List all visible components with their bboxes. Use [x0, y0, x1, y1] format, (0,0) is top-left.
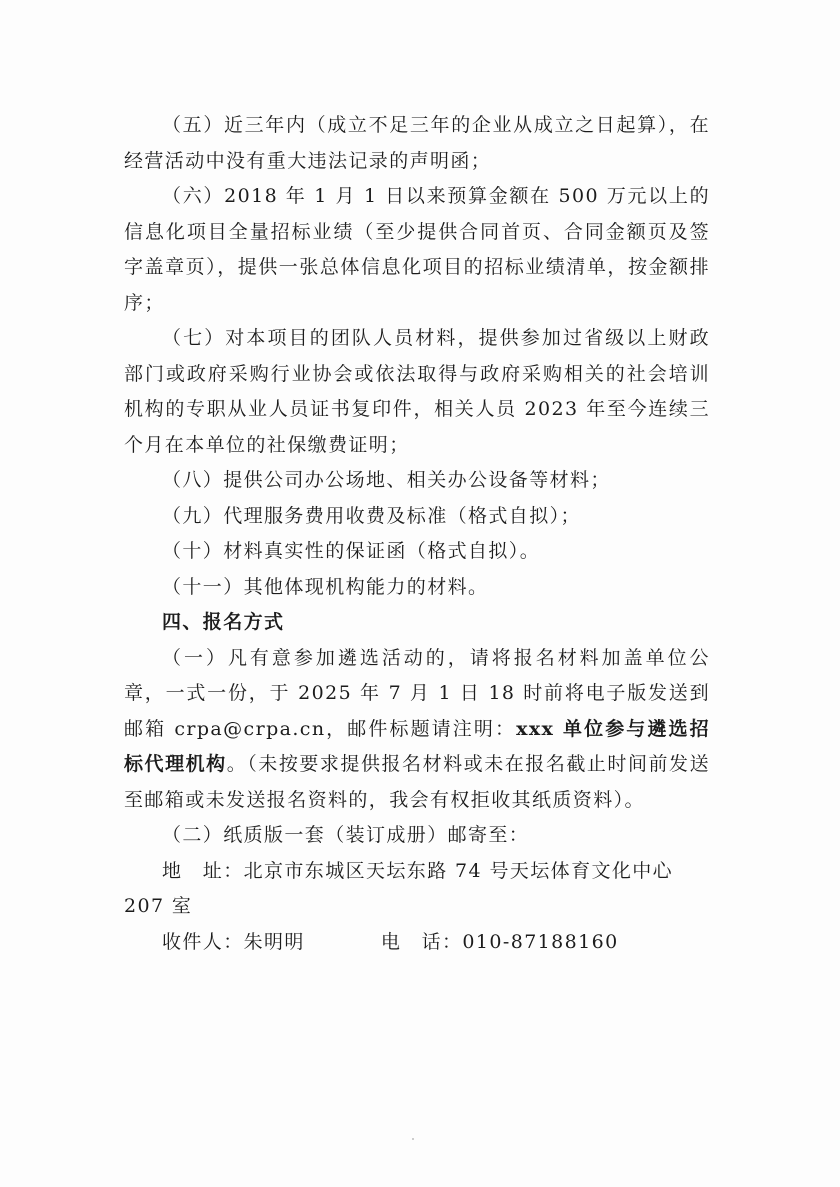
recipient-value: 朱明明 [243, 930, 305, 953]
address-value: 北京市东城区天坛东路 74 号天坛体育文化中心 207 室 [124, 859, 674, 917]
item-10-paragraph: （十）材料真实性的保证函（格式自拟）。 [162, 540, 541, 562]
section-4-sub-2-paragraph: （二）纸质版一套（装订成册）邮寄至： [162, 824, 530, 846]
address-label: 地 址： [162, 859, 244, 882]
sub-1-text-part-1: （一）凡有意参加遴选活动的，请将报名材料加盖单位公章，一式一份，于 2025 年 7 月 1 日 18 时前将电子版发送到邮箱 crpa@crpa.cn，邮件标题请注明： [124, 646, 710, 740]
item-6-paragraph: （六）2018 年 1 月 1 日以来预算金额在 500 万元以上的信息化项目全量招标业绩（至少提供合同首页、合同金额页及签字盖章页），提供一张总体信息化项目的招标业绩清单，按金额排序； [124, 185, 710, 314]
section-4-heading: 四、报名方式 [162, 611, 285, 633]
item-5-paragraph: （五）近三年内（成立不足三年的企业从成立之日起算），在经营活动中没有重大违法记录的声明函； [124, 114, 710, 172]
phone-label: 电 话： [380, 930, 463, 953]
sub-1-text-part-2: 。（未按要求提供报名材料或未在报名截止时间前发送至邮箱或未发送报名资料的，我会有权拒收其纸质资料）。 [124, 753, 710, 811]
section-4-sub-1-paragraph [124, 641, 710, 819]
scan-speck [412, 1138, 414, 1140]
document-body [124, 108, 710, 960]
recipient-label: 收件人： [162, 930, 244, 953]
contact-row [124, 925, 710, 961]
item-11-paragraph: （十一）其他体现机构能力的材料。 [162, 575, 489, 598]
item-8-paragraph: （八）提供公司办公场地、相关办公设备等材料； [162, 469, 611, 491]
item-7-paragraph: （七）对本项目的团队人员材料，提供参加过省级以上财政部门或政府采购行业协会或依法取得与政府采购相关的社会培训机构的专职从业人员证书复印件，相关人员 2023 年至今连续三个月在本单位的社保缴费证明； [124, 327, 710, 456]
mailing-address [124, 854, 710, 925]
email-subject-emphasis: xxx 单位参与遴选招标代理机构 [124, 717, 710, 775]
phone-value: 010-87188160 [462, 930, 619, 953]
item-9-paragraph: （九）代理服务费用收费及标准（格式自拟）； [162, 504, 581, 527]
